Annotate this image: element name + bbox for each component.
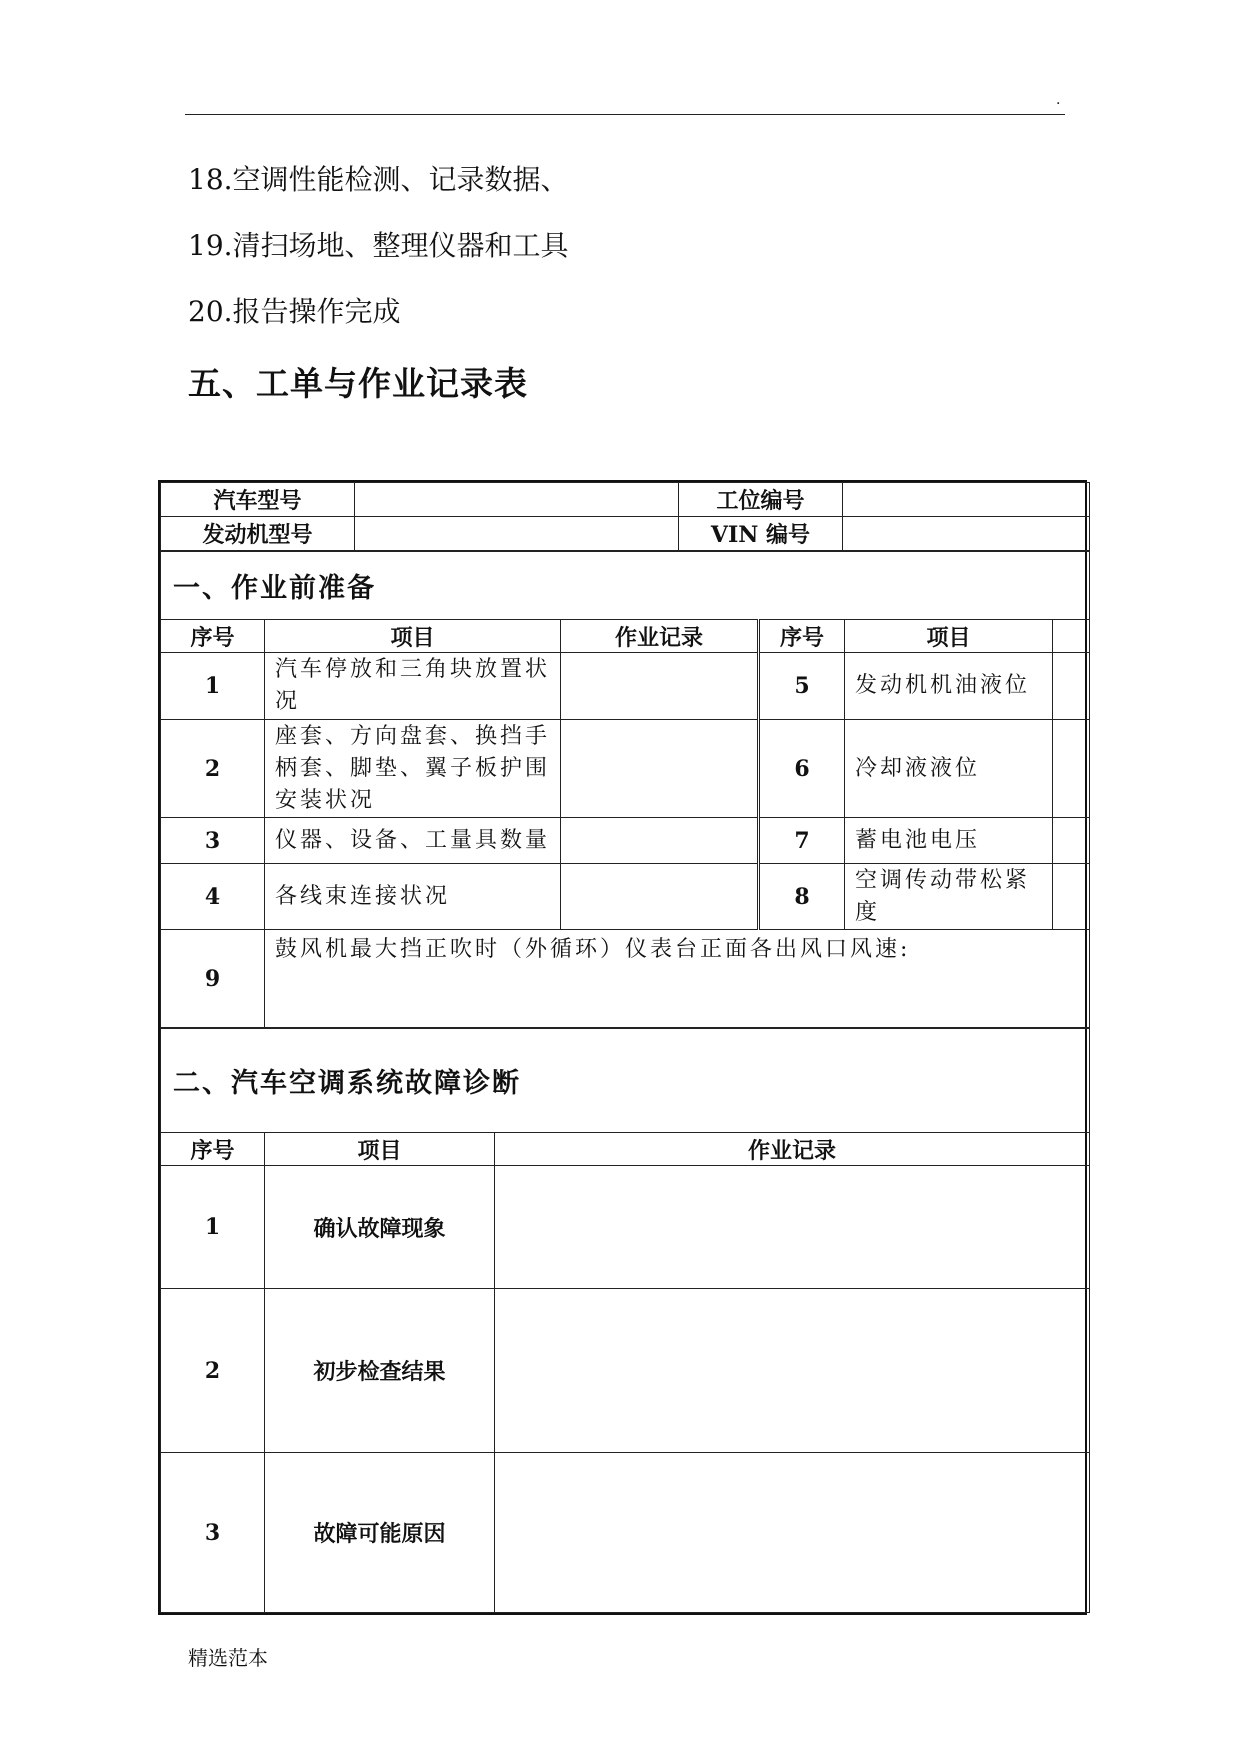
prep-row-no: 3 (161, 818, 265, 864)
diag-row-no: 2 (161, 1289, 265, 1453)
diag-header-record: 作业记录 (495, 1133, 1090, 1166)
prep-row-item: 座套、方向盘套、换挡手柄套、脚垫、翼子板护围安装状况 (265, 720, 561, 818)
prep-row-record2[interactable] (1053, 864, 1090, 930)
car-model-field[interactable] (355, 483, 679, 517)
prep-row-no: 4 (161, 864, 265, 930)
vin-label: VIN 编号 (679, 517, 843, 551)
prep-row-item2: 冷却液液位 (845, 720, 1053, 818)
prep-row-item2: 空调传动带松紧度 (845, 864, 1053, 930)
diag-title: 二、汽车空调系统故障诊断 (161, 1029, 1090, 1133)
step-list (188, 160, 569, 358)
diag-header-item: 项目 (265, 1133, 495, 1166)
prep-row-record[interactable] (561, 720, 759, 818)
prep-table (160, 551, 1090, 1028)
prep-title: 一、作业前准备 (161, 552, 1090, 620)
prep-row-record2[interactable] (1053, 653, 1090, 720)
prep-row9-text: 鼓风机最大挡正吹时（外循环）仪表台正面各出风口风速: (265, 930, 1090, 1028)
prep-row-item2: 发动机机油液位 (845, 653, 1053, 720)
prep-row-no2: 8 (759, 864, 845, 930)
diag-row-no: 3 (161, 1453, 265, 1613)
car-model-label: 汽车型号 (161, 483, 355, 517)
diag-row-record[interactable] (495, 1453, 1090, 1613)
prep-row9-no: 9 (161, 930, 265, 1028)
diag-row-record[interactable] (495, 1166, 1090, 1289)
vin-field[interactable] (843, 517, 1090, 551)
prep-row-record2[interactable] (1053, 818, 1090, 864)
diag-row-item: 故障可能原因 (265, 1453, 495, 1613)
diag-table (160, 1028, 1090, 1613)
prep-row-record[interactable] (561, 818, 759, 864)
prep-row-record2[interactable] (1053, 720, 1090, 818)
prep-row-no2: 7 (759, 818, 845, 864)
step-20: 20.报告操作完成 (188, 295, 401, 328)
prep-header-record2 (1053, 620, 1090, 653)
prep-row-record[interactable] (561, 864, 759, 930)
step-18: 18.空调性能检测、记录数据、 (188, 163, 569, 196)
prep-header-no2: 序号 (759, 620, 845, 653)
work-order-form (158, 480, 1087, 1615)
prep-header-record: 作业记录 (561, 620, 759, 653)
footer-text: 精选范本 (188, 1646, 268, 1670)
prep-row-no2: 5 (759, 653, 845, 720)
header-dot: . (1056, 92, 1061, 108)
engine-model-field[interactable] (355, 517, 679, 551)
diag-header-no: 序号 (161, 1133, 265, 1166)
section-title: 五、工单与作业记录表 (188, 364, 528, 403)
prep-row-no2: 6 (759, 720, 845, 818)
prep-row-item: 各线束连接状况 (265, 864, 561, 930)
prep-row-item: 汽车停放和三角块放置状况 (265, 653, 561, 720)
step-19: 19.清扫场地、整理仪器和工具 (188, 229, 569, 262)
diag-row-item: 确认故障现象 (265, 1166, 495, 1289)
station-label: 工位编号 (679, 483, 843, 517)
info-table (160, 482, 1090, 551)
prep-header-item: 项目 (265, 620, 561, 653)
header-rule (185, 114, 1065, 115)
diag-row-no: 1 (161, 1166, 265, 1289)
prep-header-no: 序号 (161, 620, 265, 653)
station-field[interactable] (843, 483, 1090, 517)
prep-row-item: 仪器、设备、工量具数量 (265, 818, 561, 864)
diag-row-record[interactable] (495, 1289, 1090, 1453)
diag-row-item: 初步检查结果 (265, 1289, 495, 1453)
engine-model-label: 发动机型号 (161, 517, 355, 551)
prep-row-no: 2 (161, 720, 265, 818)
prep-header-item2: 项目 (845, 620, 1053, 653)
prep-row-record[interactable] (561, 653, 759, 720)
prep-row-no: 1 (161, 653, 265, 720)
prep-row-item2: 蓄电池电压 (845, 818, 1053, 864)
